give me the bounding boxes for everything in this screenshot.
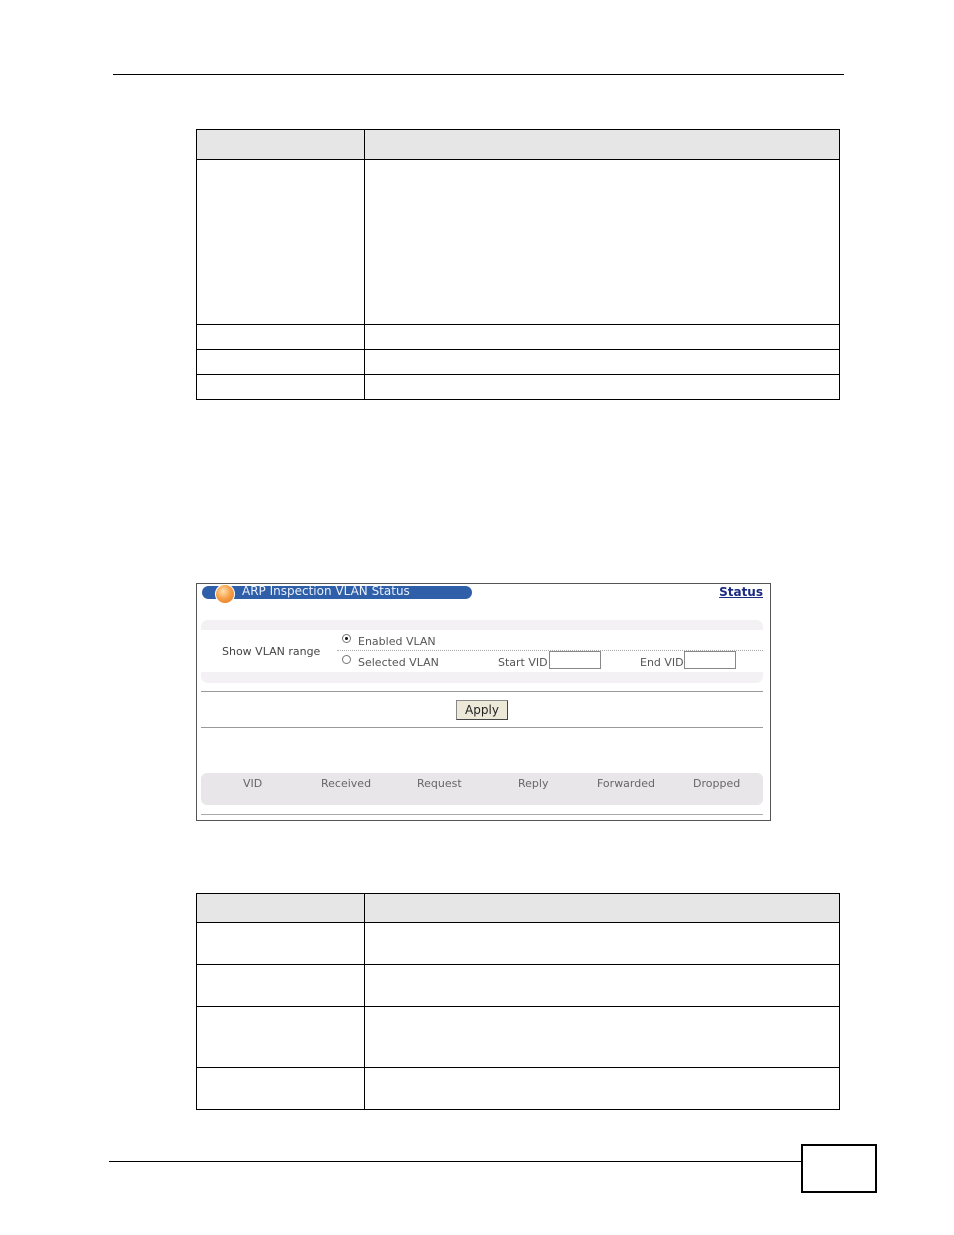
column-header-dropped: Dropped: [693, 777, 741, 790]
table-row: [197, 923, 840, 965]
status-link[interactable]: Status: [719, 585, 763, 599]
enabled-vlan-radio[interactable]: [342, 634, 351, 643]
apply-button[interactable]: Apply: [456, 700, 508, 720]
selected-vlan-radio[interactable]: [342, 655, 351, 664]
show-vlan-range-label: Show VLAN range: [222, 645, 321, 658]
page-number-box: [801, 1144, 877, 1193]
arp-inspection-vlan-status-panel: [196, 583, 771, 821]
table-row: [197, 160, 840, 325]
column-header-received: Received: [321, 777, 372, 790]
table-row: [197, 1068, 840, 1110]
start-vid-input[interactable]: [549, 651, 601, 669]
separator-top: [201, 691, 763, 692]
start-vid-label: Start VID: [498, 656, 548, 669]
header-rule: [113, 74, 844, 75]
table-bottom-line: [201, 814, 763, 815]
table-row: [197, 350, 840, 375]
separator-bottom: [201, 727, 763, 728]
table-row: [197, 325, 840, 350]
table-row: [197, 965, 840, 1007]
column-header-forwarded: Forwarded: [597, 777, 655, 790]
selected-vlan-label: Selected VLAN: [358, 656, 439, 669]
bottom-field-table: [196, 893, 840, 1110]
column-header-vid: VID: [243, 777, 263, 790]
table-header-row: [197, 894, 840, 923]
panel-title: ARP Inspection VLAN Status: [242, 584, 410, 598]
top-field-table: [196, 129, 840, 400]
enabled-vlan-label: Enabled VLAN: [358, 635, 436, 648]
column-header-request: Request: [417, 777, 462, 790]
footer-rule: [109, 1161, 803, 1162]
column-header-bar: [201, 773, 763, 805]
title-orb-icon: [215, 584, 235, 604]
column-header-reply: Reply: [518, 777, 549, 790]
table-header-row: [197, 130, 840, 160]
end-vid-input[interactable]: [684, 651, 736, 669]
table-row: [197, 1007, 840, 1068]
table-row: [197, 375, 840, 400]
end-vid-label: End VID: [640, 656, 684, 669]
